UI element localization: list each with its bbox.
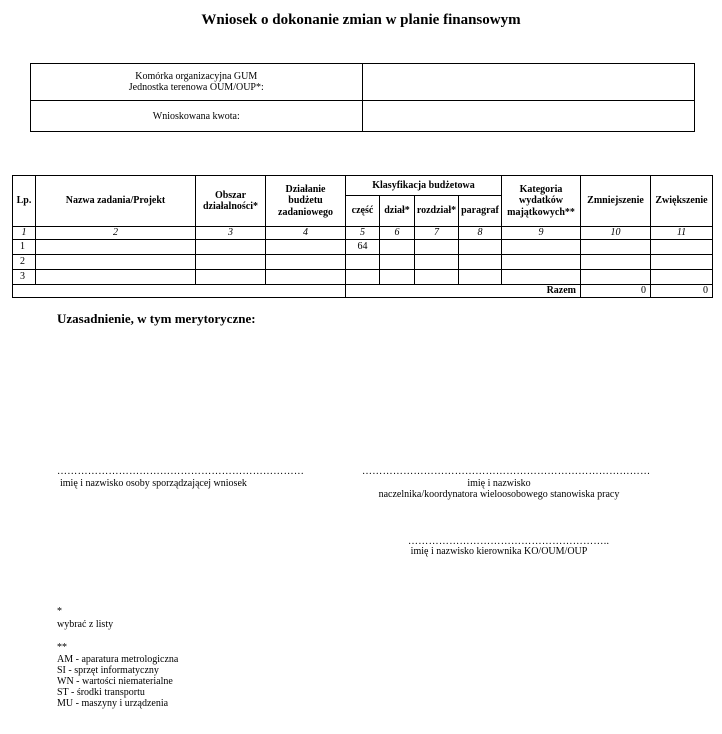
footnote-star1: * (57, 606, 62, 617)
part-cell[interactable] (346, 269, 380, 284)
column-number: 10 (581, 227, 651, 240)
amount-label-cell: Wnioskowana kwota: (31, 101, 363, 132)
preparer-signature-line: ……………………………………………………………… (57, 466, 305, 477)
budget-change-table (12, 175, 713, 298)
footnote-item: AM - aparatura metrologiczna (57, 654, 179, 665)
column-number: 3 (196, 227, 266, 240)
header-action-line2: budżetu (288, 195, 323, 207)
increase-cell[interactable] (651, 239, 713, 254)
head-caption-line2: naczelnika/koordynatora wieloosobowego stanowiska pracy (378, 489, 620, 500)
chapter-cell[interactable] (415, 269, 459, 284)
table-row (13, 254, 713, 269)
table-row (13, 239, 713, 254)
footnote-item: SI - sprzęt informatyczny (57, 665, 159, 676)
manager-caption: imię i nazwisko kierownika KO/OUM/OUP (410, 546, 588, 557)
header-category-line3: majątkowych** (507, 206, 575, 218)
footnote-item: WN - wartości niematerialne (57, 676, 173, 687)
unit-info-table (30, 63, 695, 132)
total-label: Razem (346, 284, 581, 297)
header-category-line1: Kategoria (519, 183, 563, 195)
decrease-cell[interactable] (581, 254, 651, 269)
action-cell[interactable] (266, 239, 346, 254)
footnote-star1-text: wybrać z listy (57, 619, 114, 630)
category-cell[interactable] (502, 269, 581, 284)
header-area (196, 176, 266, 227)
header-area-line1: Obszar (214, 189, 247, 201)
decrease-cell[interactable] (581, 269, 651, 284)
unit-label-cell (31, 64, 363, 101)
task-cell[interactable] (36, 239, 196, 254)
header-area-line2: działalności* (202, 201, 258, 212)
head-signature-line: ………………………………………………………………………… (362, 466, 651, 477)
head-caption-line1: imię i nazwisko (467, 478, 531, 489)
header-section: dział* (380, 196, 415, 227)
page-title: Wniosek o dokonanie zmian w planie finansowym (201, 12, 521, 28)
column-number: 6 (380, 227, 415, 240)
column-number: 9 (502, 227, 581, 240)
header-task: Nazwa zadania/Projekt (36, 176, 196, 227)
unit-label-line1: Komórka organizacyjna GUM (135, 71, 258, 82)
manager-signature-line: ………………………………………………….. (408, 536, 610, 547)
area-cell[interactable] (196, 239, 266, 254)
header-category-line2: wydatków (519, 195, 563, 207)
header-lp: Lp. (13, 176, 36, 227)
header-paragraph: paragraf (459, 196, 502, 227)
action-cell[interactable] (266, 269, 346, 284)
category-cell[interactable] (502, 254, 581, 269)
part-cell[interactable] (346, 254, 380, 269)
section-cell[interactable] (380, 269, 415, 284)
header-category (502, 176, 581, 227)
column-number: 4 (266, 227, 346, 240)
row-lp: 2 (13, 254, 36, 269)
preparer-caption: imię i nazwisko osoby sporządzającej wniosek (60, 478, 247, 489)
total-increase: 0 (651, 284, 713, 297)
chapter-cell[interactable] (415, 254, 459, 269)
unit-value-field[interactable] (362, 64, 694, 101)
footnote-star2: ** (57, 642, 67, 653)
part-cell[interactable]: 64 (346, 239, 380, 254)
header-action-line1: Działanie (285, 183, 326, 195)
total-decrease: 0 (581, 284, 651, 297)
row-lp: 3 (13, 269, 36, 284)
column-number: 7 (415, 227, 459, 240)
increase-cell[interactable] (651, 254, 713, 269)
decrease-cell[interactable] (581, 239, 651, 254)
chapter-cell[interactable] (415, 239, 459, 254)
task-cell[interactable] (36, 254, 196, 269)
footnote-item: ST - środki transportu (57, 687, 145, 698)
header-action-line3: zadaniowego (278, 206, 333, 218)
table-row (13, 269, 713, 284)
area-cell[interactable] (196, 269, 266, 284)
task-cell[interactable] (36, 269, 196, 284)
paragraph-cell[interactable] (459, 269, 502, 284)
header-part: część (346, 196, 380, 227)
header-increase: Zwiększenie (651, 176, 713, 227)
column-number: 8 (459, 227, 502, 240)
category-cell[interactable] (502, 239, 581, 254)
action-cell[interactable] (266, 254, 346, 269)
unit-label-line2: Jednostka terenowa OUM/OUP*: (128, 82, 264, 93)
header-action (266, 176, 346, 227)
amount-value-field[interactable] (362, 101, 694, 132)
column-number: 2 (36, 227, 196, 240)
area-cell[interactable] (196, 254, 266, 269)
column-number: 1 (13, 227, 36, 240)
header-classification: Klasyfikacja budżetowa (346, 176, 502, 196)
section-cell[interactable] (380, 254, 415, 269)
increase-cell[interactable] (651, 269, 713, 284)
column-number: 11 (651, 227, 713, 240)
header-decrease: Zmniejszenie (581, 176, 651, 227)
row-lp: 1 (13, 239, 36, 254)
total-row (13, 284, 713, 297)
column-number: 5 (346, 227, 380, 240)
section-cell[interactable] (380, 239, 415, 254)
justification-label: Uzasadnienie, w tym merytoryczne: (57, 311, 256, 326)
footnote-item: MU - maszyny i urządzenia (57, 698, 169, 709)
total-spacer (13, 284, 346, 297)
paragraph-cell[interactable] (459, 254, 502, 269)
header-chapter: rozdział* (415, 196, 459, 227)
paragraph-cell[interactable] (459, 239, 502, 254)
